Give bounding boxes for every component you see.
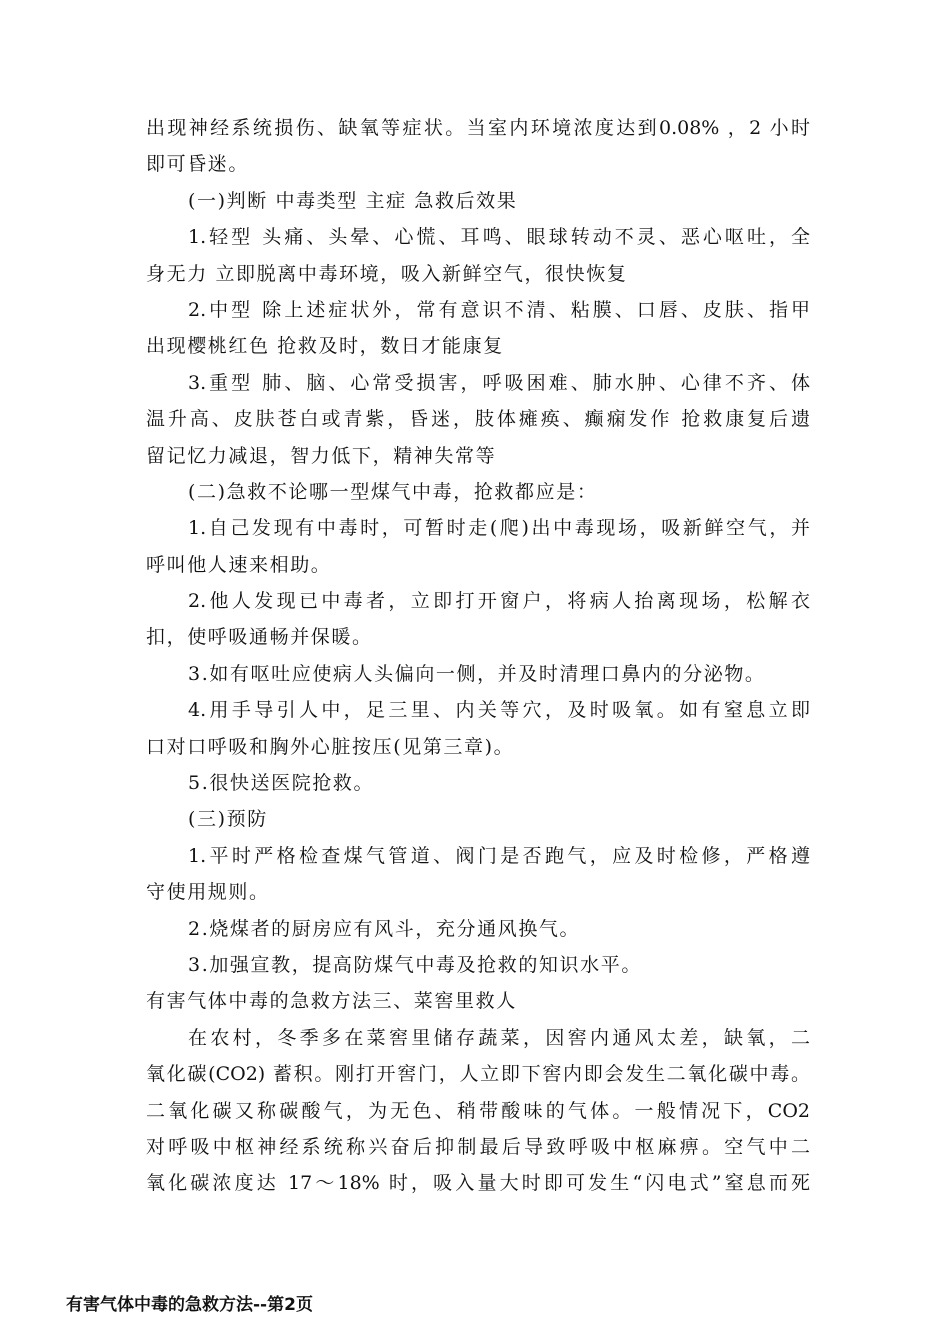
text-line: 二氧化碳又称碳酸气，为无色、稍带酸味的气体。一般情况下，CO2 <box>146 1099 810 1122</box>
text-line: 2.他人发现已中毒者，立即打开窗户，将病人抬离现场，松解衣 <box>188 590 810 613</box>
text-line: 守使用规则。 <box>146 881 270 904</box>
text-line: 3.重型 肺、脑、心常受损害，呼吸困难、肺水肿、心律不齐、体 <box>188 371 810 394</box>
text-line: 在农村，冬季多在菜窖里储存蔬菜，因窖内通风太差，缺氧，二 <box>188 1026 810 1049</box>
text-line: 1.轻型 头痛、头晕、心慌、耳鸣、眼球转动不灵、恶心呕吐，全 <box>188 226 810 249</box>
text-line: 3.加强宣教，提高防煤气中毒及抢救的知识水平。 <box>188 953 642 976</box>
text-line: 口对口呼吸和胸外心脏按压(见第三章)。 <box>146 735 515 758</box>
text-line: 氧化碳浓度达 17～18% 时，吸入量大时即可发生“闪电式”窒息而死 <box>146 1172 810 1195</box>
text-line: 留记忆力减退，智力低下，精神失常等 <box>146 444 497 467</box>
text-line: 4.用手导引人中，足三里、内关等穴，及时吸氧。如有窒息立即 <box>188 699 810 722</box>
text-line: 对呼吸中枢神经系统称兴奋后抑制最后导致呼吸中枢麻痹。空气中二 <box>146 1135 810 1158</box>
body-text <box>146 110 810 1202</box>
text-line: 出现神经系统损伤、缺氧等症状。当室内环境浓度达到0.08% ，2 小时 <box>146 117 810 139</box>
text-line: 身无力 立即脱离中毒环境，吸入新鲜空气，很快恢复 <box>146 262 628 285</box>
text-line: 2.中型 除上述症状外，常有意识不清、粘膜、口唇、皮肤、指甲 <box>188 298 810 321</box>
section-heading: (二)急救不论哪一型煤气中毒，抢救都应是： <box>188 480 598 503</box>
text-line: 1.平时严格检查煤气管道、阀门是否跑气，应及时检修，严格遵 <box>188 844 810 867</box>
text-line: 扣，使呼吸通畅并保暖。 <box>146 626 373 649</box>
text-line: 呼叫他人速来相助。 <box>146 553 332 576</box>
text-line: 1.自己发现有中毒时，可暂时走(爬)出中毒现场，吸新鲜空气，并 <box>188 517 810 540</box>
text-line: 即可昏迷。 <box>146 153 250 176</box>
section-heading: (一)判断 中毒类型 主症 急救后效果 <box>188 189 518 212</box>
text-line: 2.烧煤者的厨房应有风斗，充分通风换气。 <box>188 917 581 940</box>
text-line: 出现樱桃红色 抢救及时，数日才能康复 <box>146 335 504 358</box>
text-line: 温升高、皮肤苍白或青紫，昏迷，肢体瘫痪、癫痫发作 抢救康复后遗 <box>146 408 810 431</box>
section-heading: (三)预防 <box>188 808 268 831</box>
text-line: 5.很快送医院抢救。 <box>188 772 375 795</box>
page-footer: 有害气体中毒的急救方法--第2页 <box>66 1295 313 1315</box>
text-line: 氧化碳(CO2) 蓄积。刚打开窖门，人立即下窖内即会发生二氧化碳中毒。 <box>146 1063 810 1086</box>
section-title: 有害气体中毒的急救方法三、菜窖里救人 <box>146 990 517 1013</box>
text-line: 3.如有呕吐应使病人头偏向一侧，并及时清理口鼻内的分泌物。 <box>188 662 766 685</box>
